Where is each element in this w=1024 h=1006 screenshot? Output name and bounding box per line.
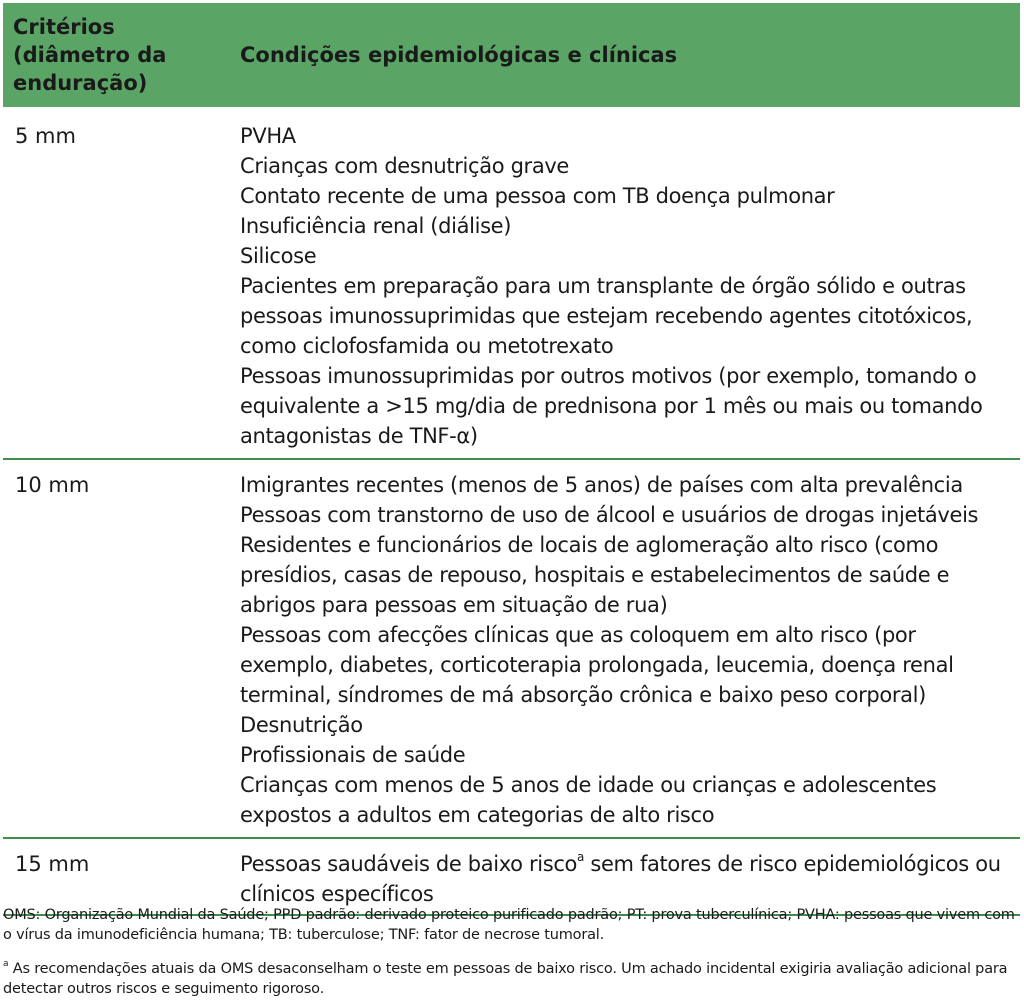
table-row-10mm (3, 460, 1020, 839)
criterion-cell: 5 mm (15, 124, 76, 148)
condition-item (240, 849, 1010, 909)
criteria-table (3, 3, 1020, 916)
condition-item: Residentes e funcionários de locais de aglomeração alto risco (como presídios, casas de repouso, hospitais e estabelecimentos de saúde e abrigos para pessoas em situação de rua) (240, 533, 950, 617)
table-header (3, 3, 1020, 107)
condition-item: Imigrantes recentes (menos de 5 anos) de países com alta prevalência (240, 473, 963, 497)
condition-text-rest: sem fatores de risco epidemiológicos ou clínicos específicos (240, 852, 1001, 906)
footnote-text: As recomendações atuais da OMS desaconselham o teste em pessoas de baixo risco. Um achado incidental exigiria avaliação adicional para detectar outros riscos e seguimento rigoroso. (3, 961, 1008, 997)
abbreviations-note: OMS: Organização Mundial da Saúde; PPD padrão: derivado proteico purificado padrão; PT: prova tuberculínica; PVHA: pessoas que vivem com o vírus da imunodeficiência humana; TB: tuberculose; TNF: fator de necrose tumoral. (3, 907, 1015, 943)
conditions-cell (218, 470, 1020, 830)
condition-item: Desnutrição (240, 713, 363, 737)
condition-item: Silicose (240, 244, 317, 268)
criterion-cell: 10 mm (15, 473, 90, 497)
conditions-cell (218, 849, 1020, 909)
condition-item: PVHA (240, 124, 296, 148)
condition-item: Crianças com menos de 5 anos de idade ou crianças e adolescentes expostos a adultos em categorias de alto risco (240, 773, 937, 827)
condition-item: Crianças com desnutrição grave (240, 154, 569, 178)
condition-item: Profissionais de saúde (240, 743, 466, 767)
condition-item: Pessoas com transtorno de uso de álcool e usuários de drogas injetáveis (240, 503, 979, 527)
condition-item: Contato recente de uma pessoa com TB doença pulmonar (240, 184, 835, 208)
header-conditions: Condições epidemiológicas e clínicas (240, 43, 678, 67)
footnote-marker: a (3, 959, 9, 970)
table-row-5mm (3, 107, 1020, 460)
condition-item: Pessoas imunossuprimidas por outros motivos (por exemplo, tomando o equivalente a >15 mg/dia de prednisona por 1 mês ou mais ou tomando antagonistas de TNF-α) (240, 364, 983, 448)
table-notes (3, 905, 1020, 999)
footnote (3, 959, 1020, 999)
condition-text: Pessoas saudáveis de baixo risco (240, 852, 578, 876)
header-criteria: Critérios (diâmetro da enduração) (13, 15, 167, 95)
condition-item: Pessoas com afecções clínicas que as coloquem em alto risco (por exemplo, diabetes, corticoterapia prolongada, leucemia, doença renal terminal, síndromes de má absorção crônica e baixo peso corporal) (240, 623, 954, 707)
condition-item: Insuficiência renal (diálise) (240, 214, 512, 238)
criterion-cell: 15 mm (15, 852, 90, 876)
condition-item: Pacientes em preparação para um transplante de órgão sólido e outras pessoas imunossuprimidas que estejam recebendo agentes citotóxicos, como ciclofosfamida ou metotrexato (240, 274, 973, 358)
footnote-marker: a (577, 850, 585, 864)
conditions-cell (218, 121, 1020, 451)
